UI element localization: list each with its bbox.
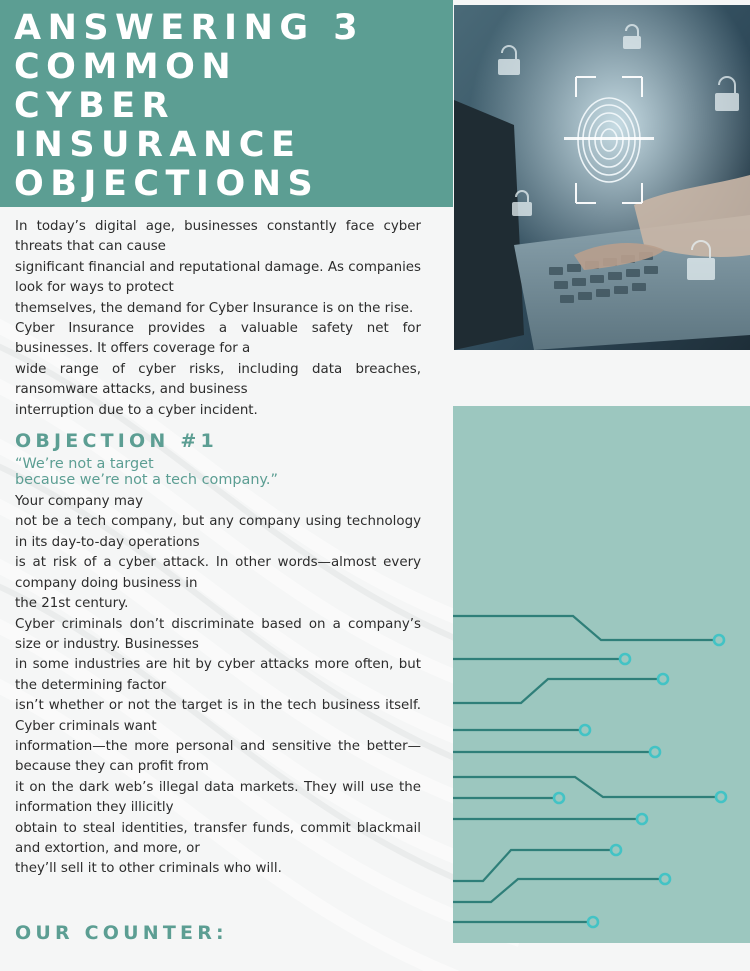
objection-body — [15, 492, 421, 880]
page-title: ANSWERING 3 COMMON CYBER INSURANCE OBJECTIONS — [14, 8, 365, 204]
body-line: obtain to steal identities, transfer funds, commit blackmail and extortion, and more, or — [15, 820, 421, 856]
intro-paragraph — [15, 217, 421, 421]
intro-line: themselves, the demand for Cyber Insurance is on the rise. — [15, 300, 414, 316]
body-line: is at risk of a cyber attack. In other words—almost every company doing business in — [15, 555, 421, 591]
body-line: Cyber criminals don’t discriminate based on a company’s size or industry. Businesses — [15, 616, 421, 652]
counter-heading: OUR COUNTER: — [15, 922, 228, 944]
body-line: it on the dark web’s illegal data markets. They will use the information they illicitly — [15, 779, 421, 816]
title-banner — [0, 0, 453, 207]
body-line: they’ll sell it to other criminals who will. — [15, 861, 282, 877]
body-line: the 21st century. — [15, 596, 129, 612]
circuit-lines-graphic — [453, 406, 750, 943]
objection-quote — [15, 456, 421, 488]
quote-line: because we’re not a tech company.” — [15, 472, 278, 489]
intro-line: In today’s digital age, businesses constantly face cyber threats that can cause — [15, 219, 421, 255]
objection-heading: OBJECTION #1 — [15, 430, 218, 453]
laptop-security-photo — [454, 5, 750, 350]
body-line: isn’t whether or not the target is in the tech business itself. Cyber criminals want — [15, 698, 421, 734]
body-line: in some industries are hit by cyber attacks more often, but the determining factor — [15, 657, 421, 693]
body-line: information—the more personal and sensitive the better—because they can profit from — [15, 738, 421, 775]
intro-line: Cyber Insurance provides a valuable safety net for businesses. It offers coverage for a — [15, 321, 421, 357]
main-content — [15, 217, 421, 880]
intro-line: significant financial and reputational damage. As companies look for ways to protect — [15, 259, 421, 296]
intro-line: interruption due to a cyber incident. — [15, 402, 258, 418]
quote-line: “We’re not a target — [15, 456, 154, 473]
intro-line: wide range of cyber risks, including data breaches, ransomware attacks, and business — [15, 361, 421, 398]
body-line: not be a tech company, but any company using technology in its day-to-day operations — [15, 514, 421, 550]
body-line: Your company may — [15, 494, 143, 510]
